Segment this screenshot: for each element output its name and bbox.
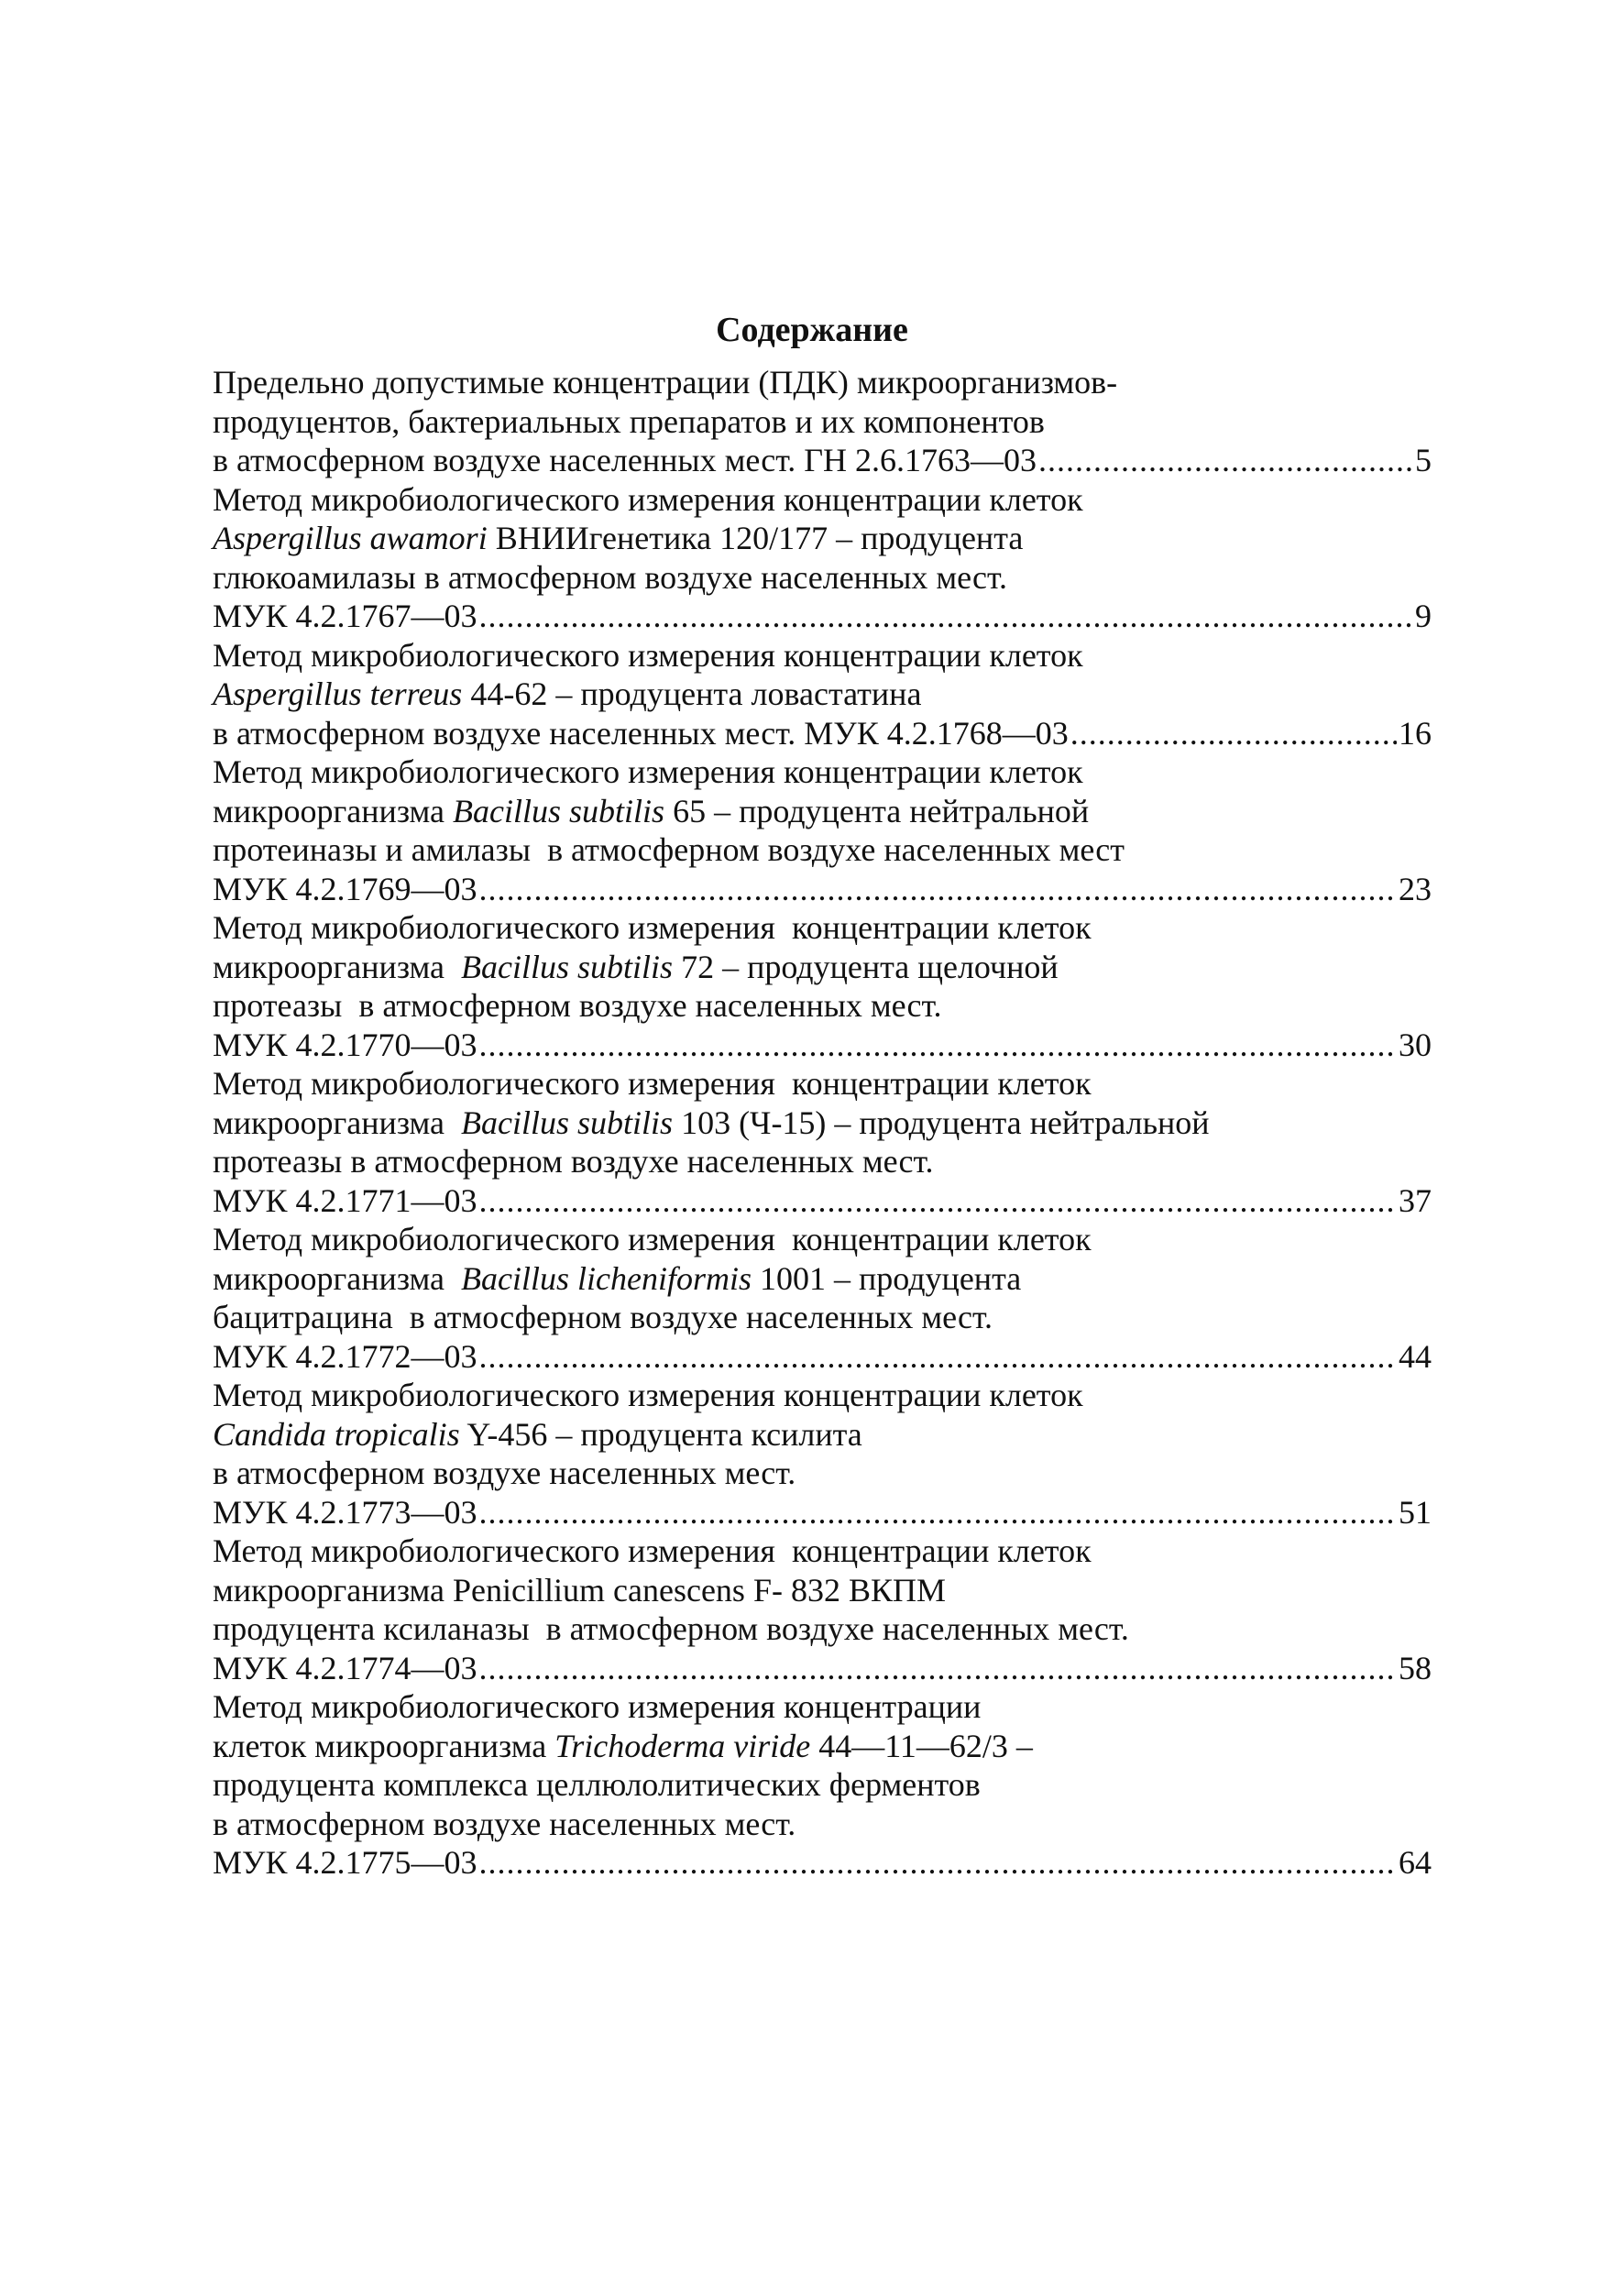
toc-entry-line bbox=[213, 519, 1432, 558]
document-code: МУК 4.2.1767—03 bbox=[213, 598, 477, 634]
toc-text: Предельно допустимые концентрации (ПДК) микроорганизмов- bbox=[213, 364, 1118, 401]
toc-text: в атмосферном воздухе населенных мест. bbox=[213, 1805, 796, 1842]
page-number: 30 bbox=[1399, 1026, 1432, 1063]
toc-entry-reference-line bbox=[213, 441, 1432, 480]
toc-entry-line bbox=[213, 558, 1432, 598]
document-code: МУК 4.2.1774—03 bbox=[213, 1649, 477, 1686]
toc-entry-line bbox=[213, 1687, 1432, 1727]
toc-entry-reference-line bbox=[213, 1026, 1432, 1065]
toc-text: микроорганизма bbox=[213, 1259, 462, 1297]
dot-leader bbox=[479, 1649, 1397, 1688]
organism-name: Bacillus subtilis bbox=[461, 1104, 674, 1141]
toc-entry-line bbox=[213, 1805, 1432, 1844]
toc-entry-line bbox=[213, 830, 1432, 870]
organism-name: Aspergillus terreus bbox=[213, 675, 463, 712]
toc-entry-reference-line bbox=[213, 1493, 1432, 1532]
dot-leader bbox=[1038, 441, 1413, 480]
toc-entry[interactable] bbox=[213, 908, 1432, 1064]
toc-entry-line bbox=[213, 1259, 1432, 1299]
page-title: Содержание bbox=[716, 311, 908, 349]
toc-entry-line bbox=[213, 480, 1432, 520]
toc-text: клеток микроорганизма bbox=[213, 1727, 555, 1764]
toc-text: микроорганизма bbox=[213, 792, 454, 829]
toc-text: протеазы в атмосферном воздухе населенных мест. bbox=[213, 1143, 934, 1180]
toc-entry-line bbox=[213, 1104, 1432, 1143]
toc-text: протеиназы и амилазы в атмосферном воздухе населенных мест bbox=[213, 831, 1125, 868]
toc-entry-line bbox=[213, 752, 1432, 792]
toc-entry-line bbox=[213, 1220, 1432, 1259]
table-of-contents bbox=[213, 363, 1432, 1883]
organism-name: Bacillus subtilis bbox=[453, 792, 665, 829]
toc-entry-line bbox=[213, 948, 1432, 987]
toc-text: Метод микробиологического измерения концентрации клеток bbox=[213, 1532, 1092, 1569]
page-number: 51 bbox=[1399, 1493, 1432, 1531]
organism-name: Candida tropicalis bbox=[213, 1415, 460, 1453]
organism-name: Aspergillus awamori bbox=[213, 520, 488, 556]
toc-text: микроорганизма bbox=[213, 948, 462, 985]
dot-leader bbox=[479, 1181, 1397, 1221]
document-code: МУК 4.2.1772—03 bbox=[213, 1337, 477, 1375]
toc-text: Метод микробиологического измерения концентрации клеток bbox=[213, 636, 1083, 674]
page-number: 64 bbox=[1399, 1844, 1432, 1881]
organism-name: Bacillus subtilis bbox=[461, 948, 674, 985]
document-code: МУК 4.2.1771—03 bbox=[213, 1181, 477, 1219]
toc-text: Y-456 – продуцента ксилита bbox=[459, 1415, 862, 1453]
toc-entry-reference-line bbox=[213, 1843, 1432, 1883]
organism-name: Bacillus licheniformis bbox=[461, 1259, 752, 1297]
dot-leader bbox=[479, 1026, 1397, 1065]
toc-entry-line bbox=[213, 908, 1432, 948]
toc-text: 65 – продуцента нейтральной bbox=[664, 792, 1090, 829]
toc-entry-line bbox=[213, 1454, 1432, 1493]
toc-text: в атмосферном воздухе населенных мест. bbox=[213, 1455, 796, 1491]
document-code: в атмосферном воздухе населенных мест. ГН 2.6.1763—03 bbox=[213, 442, 1037, 478]
toc-entry-line bbox=[213, 986, 1432, 1026]
toc-entry-line bbox=[213, 1532, 1432, 1571]
toc-text: Метод микробиологического измерения концентрации bbox=[213, 1688, 982, 1725]
document-code: МУК 4.2.1773—03 bbox=[213, 1493, 477, 1531]
toc-text: продуцентов, бактериальных препаратов и их компонентов bbox=[213, 402, 1045, 440]
page-number: 58 bbox=[1399, 1649, 1432, 1686]
toc-text: Метод микробиологического измерения концентрации клеток bbox=[213, 1065, 1092, 1102]
toc-text: бацитрацина в атмосферном воздухе населенных мест. bbox=[213, 1299, 993, 1335]
toc-entry[interactable] bbox=[213, 1687, 1432, 1883]
toc-entry[interactable] bbox=[213, 752, 1432, 908]
toc-entry-reference-line bbox=[213, 714, 1432, 753]
document-code: МУК 4.2.1775—03 bbox=[213, 1844, 477, 1881]
toc-entry-line bbox=[213, 1727, 1432, 1766]
toc-entry[interactable] bbox=[213, 1064, 1432, 1220]
page-number: 44 bbox=[1399, 1337, 1432, 1375]
toc-text: 103 (Ч-15) – продуцента нейтральной bbox=[673, 1104, 1210, 1141]
toc-text: 44—11—62/3 – bbox=[810, 1727, 1033, 1764]
toc-entry-line bbox=[213, 402, 1432, 442]
toc-entry-line bbox=[213, 792, 1432, 831]
toc-entry[interactable] bbox=[213, 1532, 1432, 1687]
toc-text: Метод микробиологического измерения концентрации клеток bbox=[213, 909, 1092, 946]
document-code: МУК 4.2.1769—03 bbox=[213, 870, 477, 907]
dot-leader bbox=[479, 1493, 1397, 1532]
page-number: 5 bbox=[1415, 442, 1432, 478]
dot-leader bbox=[479, 1843, 1397, 1883]
toc-entry-reference-line bbox=[213, 1649, 1432, 1688]
toc-text: протеазы в атмосферном воздухе населенных мест. bbox=[213, 987, 942, 1024]
toc-entry-line bbox=[213, 1376, 1432, 1415]
toc-text: 72 – продуцента щелочной bbox=[673, 948, 1059, 985]
toc-entry-line bbox=[213, 1064, 1432, 1104]
toc-text: 1001 – продуцента bbox=[752, 1259, 1022, 1297]
page-number: 16 bbox=[1399, 714, 1432, 752]
document-code: в атмосферном воздухе населенных мест. МУК 4.2.1768—03 bbox=[213, 714, 1069, 752]
dot-leader bbox=[479, 1337, 1397, 1377]
toc-text: Метод микробиологического измерения концентрации клеток bbox=[213, 753, 1083, 790]
toc-text: Метод микробиологического измерения концентрации клеток bbox=[213, 1221, 1092, 1257]
toc-text: продуцента комплекса целлюлолитических ферментов bbox=[213, 1766, 981, 1803]
toc-entry-line bbox=[213, 1765, 1432, 1805]
toc-text: Метод микробиологического измерения концентрации клеток bbox=[213, 1377, 1083, 1413]
toc-entry-line bbox=[213, 363, 1432, 402]
toc-entry-line bbox=[213, 675, 1432, 714]
toc-text: 44-62 – продуцента ловастатина bbox=[462, 675, 922, 712]
toc-entry[interactable] bbox=[213, 636, 1432, 753]
toc-entry-line bbox=[213, 1298, 1432, 1337]
toc-text: микроорганизма Penicillium canescens F- 832 ВКПМ bbox=[213, 1571, 946, 1609]
toc-text: продуцента ксиланазы в атмосферном воздухе населенных мест. bbox=[213, 1610, 1129, 1647]
toc-entry-line bbox=[213, 1571, 1432, 1610]
organism-name: Trichoderma viride bbox=[554, 1727, 811, 1764]
toc-entry-reference-line bbox=[213, 597, 1432, 636]
toc-entry[interactable] bbox=[213, 1220, 1432, 1376]
toc-text: микроорганизма bbox=[213, 1104, 462, 1141]
toc-entry[interactable] bbox=[213, 1376, 1432, 1532]
toc-entry[interactable] bbox=[213, 480, 1432, 636]
dot-leader bbox=[479, 597, 1413, 636]
dot-leader bbox=[479, 870, 1397, 909]
toc-entry-line bbox=[213, 1142, 1432, 1181]
toc-text: Метод микробиологического измерения концентрации клеток bbox=[213, 480, 1083, 518]
toc-entry-reference-line bbox=[213, 1181, 1432, 1221]
toc-entry-reference-line bbox=[213, 1337, 1432, 1377]
toc-entry-line bbox=[213, 1415, 1432, 1455]
page-number: 9 bbox=[1415, 598, 1432, 634]
toc-entry-line bbox=[213, 636, 1432, 675]
toc-text: глюкоамилазы в атмосферном воздухе населенных мест. bbox=[213, 558, 1008, 596]
toc-entry-reference-line bbox=[213, 870, 1432, 909]
document-code: МУК 4.2.1770—03 bbox=[213, 1026, 477, 1063]
toc-entry[interactable] bbox=[213, 363, 1432, 480]
page-number: 23 bbox=[1399, 870, 1432, 907]
dot-leader bbox=[1070, 714, 1397, 753]
toc-entry-line bbox=[213, 1609, 1432, 1649]
page-number: 37 bbox=[1399, 1181, 1432, 1219]
toc-text: ВНИИгенетика 120/177 – продуцента bbox=[487, 520, 1024, 556]
